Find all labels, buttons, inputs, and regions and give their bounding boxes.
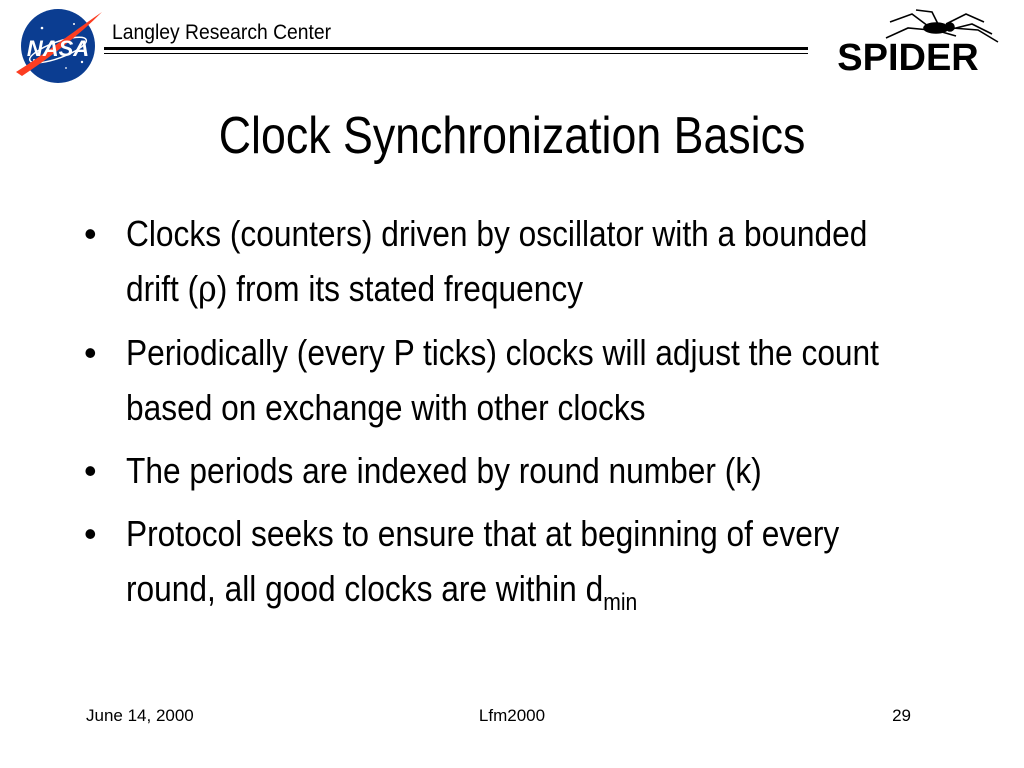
page-number: 29 [892,706,911,725]
bullet-item [84,506,984,616]
slide-title: Clock Synchronization Basics [218,107,806,165]
bullet-text: Periodically (every P ticks) clocks will adjust the count based on exchange with other clocks [126,332,879,428]
header-rule [104,47,808,50]
bullet-text: Protocol seeks to ensure that at beginning of every round, all good clocks are within $d_{min}$ [126,513,840,616]
spider-logo [816,8,1000,74]
center-name: Langley Research Center [112,21,332,44]
nasa-logo-text: NASA [26,36,90,61]
spider-logo-text: SPIDER [837,37,979,74]
header-rule-thin [104,53,808,54]
rho-symbol: ρ [198,269,217,310]
bullet-item [84,443,984,498]
bullet-glyph: • [84,213,97,254]
bullet-item [84,206,984,317]
bullet-text: The periods are indexed by round number (k) [126,450,762,491]
bullet-glyph: • [84,332,97,373]
nasa-logo [12,6,104,86]
bullet-glyph: • [84,513,97,554]
bullet-text: Clocks (counters) driven by oscillator with a bounded drift (ρ) from its stated frequency [126,213,868,310]
bullet-item [84,325,984,435]
footer-date: June 14, 2000 [86,706,194,725]
bullet-list [84,206,984,624]
bullet-glyph: • [84,450,97,491]
subscript-min: min [603,589,638,616]
footer-center-text: Lfm2000 [478,706,546,725]
